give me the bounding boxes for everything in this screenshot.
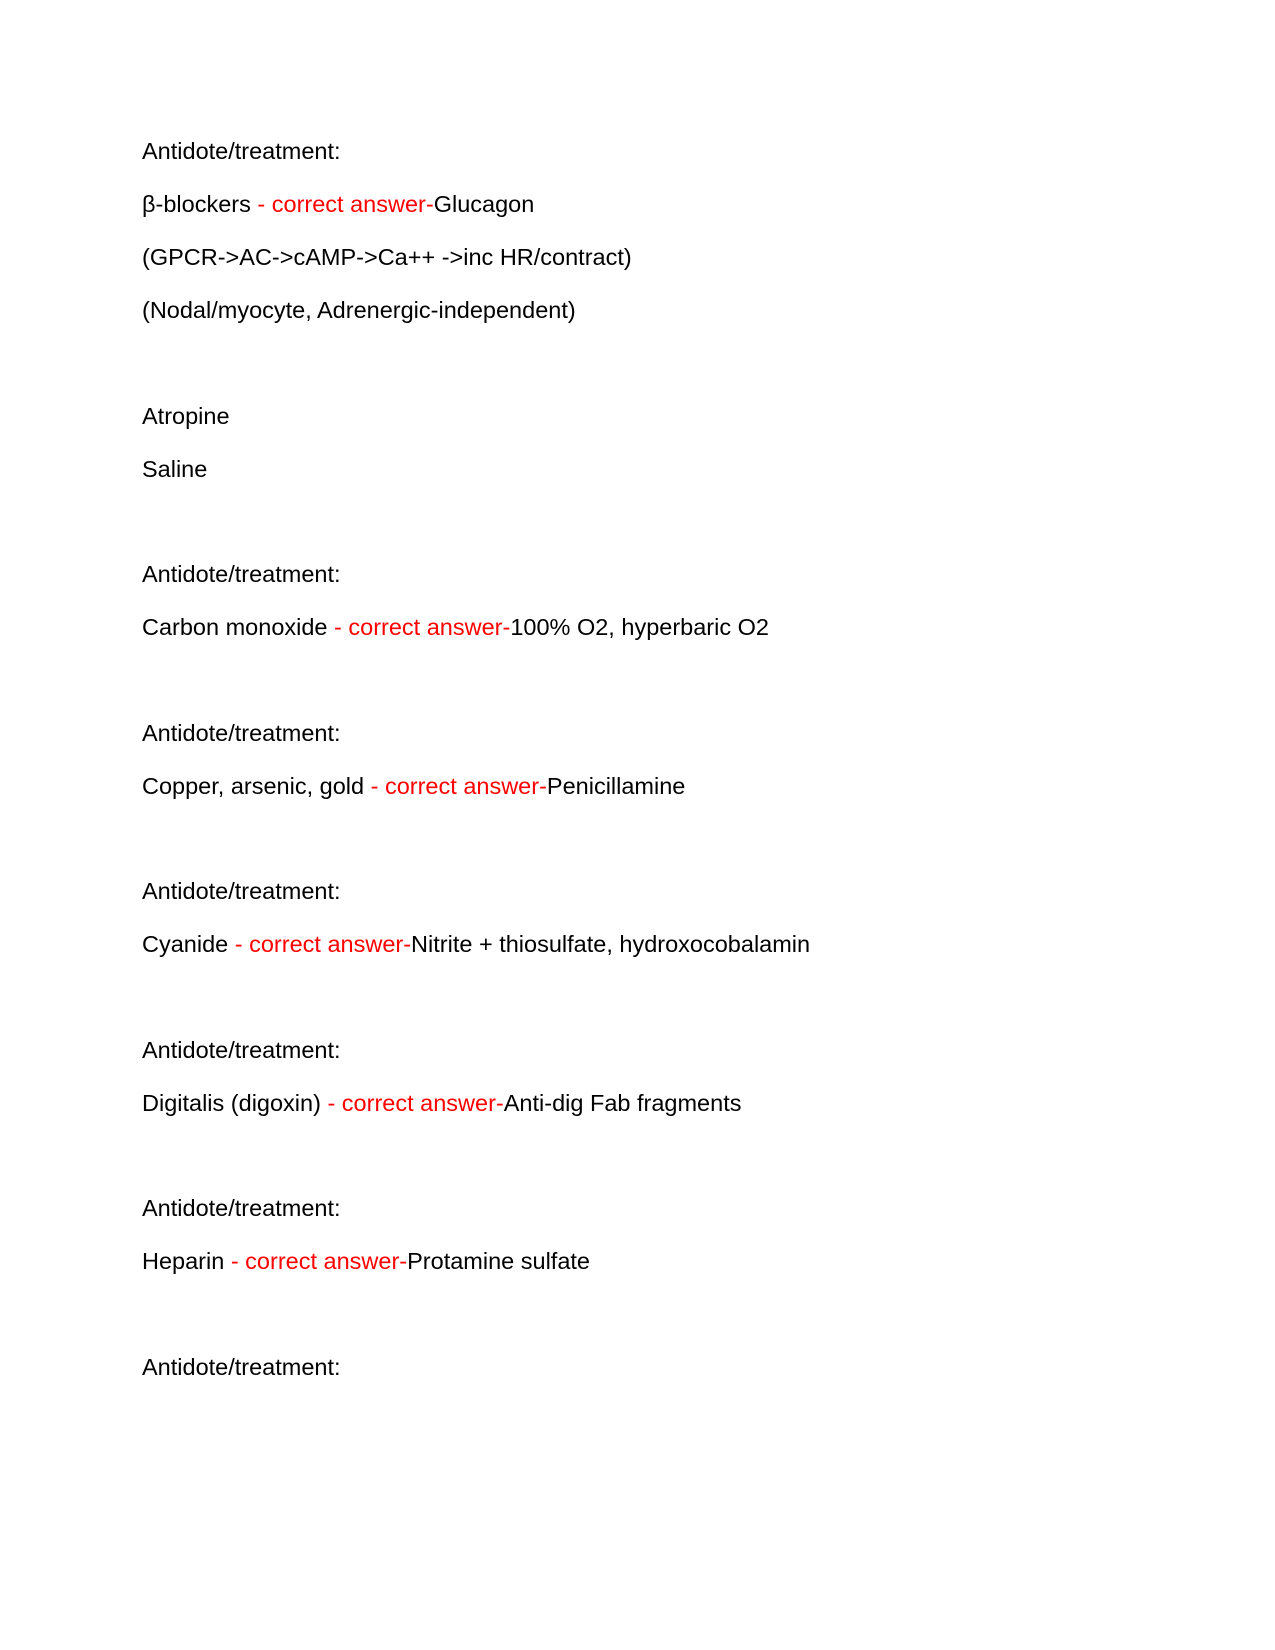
correct-answer-marker: - correct answer- bbox=[257, 191, 434, 217]
text-segment: Nitrite + thiosulfate, hydroxocobalamin bbox=[411, 931, 811, 957]
text-segment: Antidote/treatment: bbox=[142, 1036, 341, 1063]
text-line bbox=[142, 616, 1125, 640]
text-line bbox=[142, 1089, 1125, 1116]
text-line bbox=[142, 1250, 1125, 1274]
text-line bbox=[142, 402, 1125, 429]
text-line bbox=[142, 563, 1125, 587]
text-segment: Heparin bbox=[142, 1248, 231, 1274]
blank-line bbox=[142, 511, 1125, 534]
text-segment: Saline bbox=[142, 455, 208, 482]
text-segment: Digitalis (digoxin) bbox=[142, 1089, 328, 1116]
text-line bbox=[142, 880, 1125, 904]
text-segment: Atropine bbox=[142, 402, 230, 429]
text-line bbox=[142, 1353, 1125, 1380]
text-segment: Cyanide bbox=[142, 931, 235, 957]
text-segment: (Nodal/myocyte, Adrenergic-independent) bbox=[142, 297, 576, 323]
text-segment: (GPCR->AC->cAMP->Ca++ ->inc HR/contract) bbox=[142, 244, 632, 270]
correct-answer-marker: - correct answer- bbox=[334, 614, 511, 640]
text-segment: Antidote/treatment: bbox=[142, 561, 341, 587]
text-line bbox=[142, 455, 1125, 482]
text-segment: Antidote/treatment: bbox=[142, 719, 341, 746]
text-segment: Anti-dig Fab fragments bbox=[503, 1089, 742, 1116]
blank-line bbox=[142, 352, 1125, 375]
text-segment: Antidote/treatment: bbox=[142, 1353, 341, 1380]
text-line bbox=[142, 246, 1125, 270]
correct-answer-marker: - correct answer- bbox=[370, 772, 547, 799]
text-segment: Antidote/treatment: bbox=[142, 878, 341, 904]
text-segment: β-blockers bbox=[142, 191, 258, 217]
correct-answer-marker: - correct answer- bbox=[230, 1248, 408, 1274]
text-line bbox=[142, 1197, 1125, 1221]
blank-line bbox=[142, 669, 1125, 692]
text-segment: Protamine sulfate bbox=[407, 1248, 590, 1274]
text-segment: 100% O2, hyperbaric O2 bbox=[510, 614, 769, 640]
blank-line bbox=[142, 1303, 1125, 1326]
text-line bbox=[142, 772, 1125, 799]
text-segment: Carbon monoxide bbox=[142, 614, 335, 640]
text-segment: Antidote/treatment: bbox=[142, 1195, 341, 1221]
text-line bbox=[142, 719, 1125, 746]
text-line bbox=[142, 193, 1125, 217]
text-line bbox=[142, 1036, 1125, 1063]
blank-line bbox=[142, 986, 1125, 1009]
text-segment: Antidote/treatment: bbox=[142, 138, 341, 164]
text-line bbox=[142, 140, 1125, 164]
text-segment: Glucagon bbox=[433, 191, 535, 217]
correct-answer-marker: - correct answer- bbox=[234, 931, 412, 957]
text-segment: Penicillamine bbox=[546, 772, 686, 799]
correct-answer-marker: - correct answer- bbox=[327, 1089, 504, 1116]
text-line bbox=[142, 299, 1125, 323]
text-segment: Copper, arsenic, gold bbox=[142, 772, 371, 799]
document-body bbox=[142, 140, 1125, 1379]
blank-line bbox=[142, 828, 1125, 851]
blank-line bbox=[142, 1145, 1125, 1168]
text-line bbox=[142, 933, 1125, 957]
